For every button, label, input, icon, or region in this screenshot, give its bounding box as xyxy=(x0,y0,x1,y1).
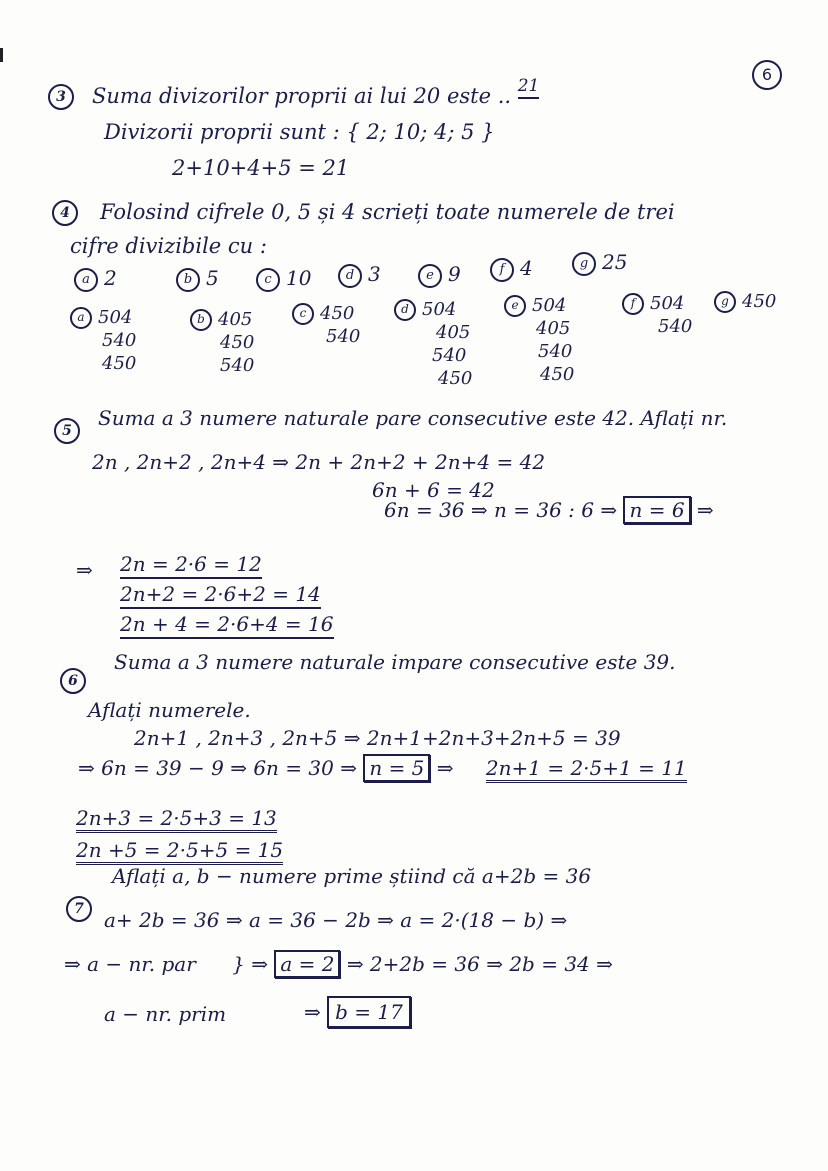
answer-e xyxy=(504,294,574,386)
option-letter: c xyxy=(256,268,280,292)
problem-7-box-b: b = 17 xyxy=(327,996,411,1028)
problem-7-number: 7 xyxy=(66,896,92,922)
answer-value: 540 xyxy=(220,355,255,376)
problem-5-setup: 2n , 2n+2 , 2n+4 ⇒ 2n + 2n+2 + 2n+4 = 42 xyxy=(92,450,546,474)
answer-a xyxy=(70,306,136,375)
result-text: 2n = 2·6 = 12 xyxy=(120,552,262,579)
option-c xyxy=(256,266,311,292)
answer-value: 450 xyxy=(220,332,255,353)
answer-letter: c xyxy=(292,303,314,325)
problem-6-result-2 xyxy=(76,808,277,828)
option-d xyxy=(338,262,381,288)
answer-c xyxy=(292,302,360,348)
problem-6-result-1: 2n+1 = 2·5+1 = 11 xyxy=(486,756,687,783)
problem-3-statement xyxy=(92,76,540,108)
option-value: 2 xyxy=(104,266,117,290)
problem-5-statement: Suma a 3 numere naturale pare consecutive este 42. Aflați nr. xyxy=(98,406,728,430)
answer-value: 504 xyxy=(532,295,567,316)
answer-letter: d xyxy=(394,299,416,321)
answer-g xyxy=(714,290,776,313)
problem-5-step2-text: 6n = 36 ⇒ n = 36 : 6 ⇒ xyxy=(384,498,618,522)
result-text: 2n +5 = 2·5+5 = 15 xyxy=(76,838,283,865)
problem-5-arrow: ⇒ xyxy=(696,498,714,522)
problem-7-step1: a+ 2b = 36 ⇒ a = 36 − 2b ⇒ a = 2·(18 − b) ⇒ xyxy=(104,908,568,932)
problem-4-statement: Folosind cifrele 0, 5 și 4 scrieți toate numerele de trei xyxy=(100,200,675,224)
problem-7-parity: ⇒ a − nr. par xyxy=(64,952,196,976)
option-value: 10 xyxy=(286,266,312,290)
option-value: 4 xyxy=(520,256,533,280)
problem-7-statement: Aflați a, b − numere prime știind că a+2b = 36 xyxy=(112,864,592,888)
answer-value: 504 xyxy=(422,299,457,320)
option-value: 9 xyxy=(448,262,461,286)
answer-value: 450 xyxy=(438,368,473,389)
problem-4-statement-cont: cifre divizibile cu : xyxy=(70,234,267,258)
option-value: 5 xyxy=(206,266,219,290)
option-letter: d xyxy=(338,264,362,288)
problem-7-prime: a − nr. prim xyxy=(104,1002,227,1026)
answer-letter: f xyxy=(622,293,644,315)
option-value: 25 xyxy=(602,250,628,274)
problem-5-number: 5 xyxy=(54,418,80,444)
option-a xyxy=(74,266,117,292)
problem-7-final xyxy=(304,1002,411,1022)
problem-5-result-1 xyxy=(120,554,262,574)
problem-6-statement: Suma a 3 numere naturale impare consecutive este 39. xyxy=(114,650,676,674)
answer-value: 405 xyxy=(218,309,253,330)
problem-6-step xyxy=(78,758,687,778)
problem-5-step2 xyxy=(384,500,714,520)
problem-6-result-3 xyxy=(76,840,283,860)
problem-3-number: 3 xyxy=(48,84,74,110)
problem-7-brace: } ⇒ xyxy=(232,952,268,976)
binder-mark xyxy=(0,48,3,62)
answer-letter: a xyxy=(70,307,92,329)
problem-7-box-a: a = 2 xyxy=(274,950,340,978)
problem-3-text: Suma divizorilor proprii ai lui 20 este .. xyxy=(92,84,512,108)
answer-value: 504 xyxy=(650,293,685,314)
problem-3-divisors: Divizorii proprii sunt : { 2; 10; 4; 5 } xyxy=(104,120,495,144)
problem-5-result-2 xyxy=(120,584,321,604)
option-letter: a xyxy=(74,268,98,292)
answer-letter: e xyxy=(504,295,526,317)
problem-7-step2 xyxy=(64,954,613,974)
problem-3-sum: 2+10+4+5 = 21 xyxy=(172,156,350,180)
answer-b xyxy=(190,308,254,377)
problem-6-statement-cont: Aflați numerele. xyxy=(88,698,251,722)
problem-4-number: 4 xyxy=(52,200,78,226)
result-text: 2n+2 = 2·6+2 = 14 xyxy=(120,582,321,609)
answer-value: 450 xyxy=(102,353,137,374)
option-e xyxy=(418,262,461,288)
answer-letter: g xyxy=(714,291,736,313)
page-number: 6 xyxy=(752,60,782,90)
option-value: 3 xyxy=(368,262,381,286)
option-letter: g xyxy=(572,252,596,276)
problem-3-answer: 21 xyxy=(518,76,540,99)
problem-7-arrow: ⇒ xyxy=(304,1000,321,1024)
problem-6-arrow: ⇒ xyxy=(436,756,454,780)
option-b xyxy=(176,266,219,292)
answer-value: 540 xyxy=(102,330,137,351)
result-text: 2n + 4 = 2·6+4 = 16 xyxy=(120,612,334,639)
option-g xyxy=(572,250,627,276)
problem-5-lead-arrow: ⇒ xyxy=(76,558,93,582)
option-letter: b xyxy=(176,268,200,292)
answer-letter: b xyxy=(190,309,212,331)
result-text: 2n+3 = 2·5+3 = 13 xyxy=(76,806,277,833)
problem-5-result-box: n = 6 xyxy=(623,496,690,524)
answer-value: 450 xyxy=(540,364,575,385)
option-letter: e xyxy=(418,264,442,288)
option-f xyxy=(490,256,533,282)
answer-value: 405 xyxy=(436,322,471,343)
answer-value: 405 xyxy=(536,318,571,339)
answer-value: 450 xyxy=(320,303,355,324)
option-letter: f xyxy=(490,258,514,282)
answer-value: 540 xyxy=(658,316,693,337)
problem-5-step1: 6n + 6 = 42 xyxy=(372,478,495,502)
answer-value: 504 xyxy=(98,307,133,328)
problem-6-step-text: ⇒ 6n = 39 − 9 ⇒ 6n = 30 ⇒ xyxy=(78,756,357,780)
answer-d xyxy=(394,298,472,390)
problem-6-number: 6 xyxy=(60,668,86,694)
problem-5-result-3 xyxy=(120,614,334,634)
problem-6-setup: 2n+1 , 2n+3 , 2n+5 ⇒ 2n+1+2n+3+2n+5 = 39 xyxy=(134,726,621,750)
problem-6-result-box: n = 5 xyxy=(363,754,430,782)
answer-value: 450 xyxy=(742,291,777,312)
problem-7-step2-text: ⇒ 2+2b = 36 ⇒ 2b = 34 ⇒ xyxy=(346,952,613,976)
answer-value: 540 xyxy=(538,341,573,362)
answer-value: 540 xyxy=(432,345,467,366)
answer-value: 540 xyxy=(326,326,361,347)
answer-f xyxy=(622,292,692,338)
